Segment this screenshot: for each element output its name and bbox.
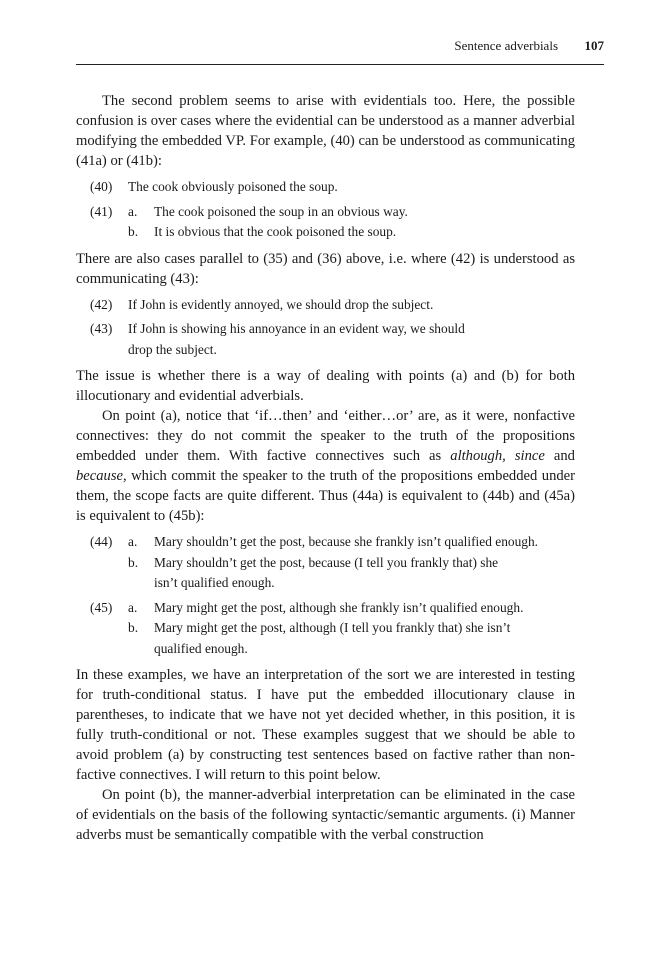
example-number: (44): [90, 534, 113, 549]
example-text: Mary might get the post, although she frankly isn’t qualified enough.: [154, 599, 524, 615]
running-title: Sentence adverbials: [454, 38, 558, 53]
paragraph: The issue is whether there is a way of dealing with points (a) and (b) for both illocutionary and evidential adverbials.: [76, 368, 575, 404]
example-41: [76, 202, 575, 243]
example-text: Mary shouldn’t get the post, because (I tell you frankly that) she: [154, 554, 499, 570]
example-44-45: [76, 532, 575, 659]
example-text: Mary might get the post, although (I tell you frankly that) she isn’t: [154, 620, 511, 635]
paragraph: On point (b), the manner-adverbial interpretation can be eliminated in the case of evidentials on the basis of the following syntactic/semantic arguments. (i) Manner adverbs must be semantically compatible with the verbal construction: [76, 787, 575, 843]
example-number: (40): [90, 179, 113, 194]
sub-label: b.: [128, 554, 139, 570]
example-text: The cook poisoned the soup in an obvious way.: [154, 203, 408, 219]
paragraph: On point (a), notice that ‘if…then’ and ‘either…or’ are, as it were, nonfactive connectives: they do not commit the speaker to the truth of the propositions embedded under them. With factive connectives such as although, since and because, which commit the speaker to the truth of the propositions embedded under them, the scope facts are quite different. Thus (44a) is equivalent to (44b) and (45a) is equivalent to (45b):: [76, 408, 575, 524]
example-text: qualified enough.: [154, 640, 248, 656]
paragraph: The second problem seems to arise with evidentials too. Here, the possible confusion is over cases where the evidential can be understood as a manner adverbial modifying the embedded VP. For example, (40) can be understood as communicating (41a) or (41b):: [76, 93, 575, 169]
sub-label: b.: [128, 224, 139, 239]
example-text: The cook obviously poisoned the soup.: [128, 179, 338, 194]
sub-label: a.: [128, 599, 138, 615]
sub-label: a.: [128, 203, 138, 219]
example-number: (45): [90, 599, 113, 615]
example-40: [76, 177, 575, 243]
example-text: If John is evidently annoyed, we should drop the subject.: [128, 296, 434, 312]
example-text: isn’t qualified enough.: [154, 575, 275, 590]
paragraph: In these examples, we have an interpretation of the sort we are interested in testing for truth-conditional status. I have put the embedded illocutionary clause in parentheses, to indicate that we have not yet decided whether, in this position, it is fully truth-conditional or not. These examples suggest that we should be able to avoid problem (a) by constructing test sentences based on factive rather than non-factive connectives. I will return to this point below.: [76, 667, 575, 783]
paragraph: There are also cases parallel to (35) and (36) above, i.e. where (42) is understood as communicating (43):: [76, 250, 575, 287]
example-number: (41): [90, 203, 113, 219]
sub-label: a.: [128, 534, 138, 549]
example-text: drop the subject.: [128, 341, 217, 357]
example-number: (43): [90, 321, 113, 336]
example-text: Mary shouldn’t get the post, because she frankly isn’t qualified enough.: [154, 534, 539, 549]
running-header: [76, 38, 604, 65]
body-text: [76, 91, 575, 845]
page-number: 107: [584, 38, 604, 53]
example-text: If John is showing his annoyance in an evident way, we should: [128, 321, 465, 336]
example-text: It is obvious that the cook poisoned the soup.: [154, 224, 397, 239]
example-number: (42): [90, 296, 113, 312]
sub-label: b.: [128, 620, 139, 635]
example-42-43: [76, 295, 575, 361]
